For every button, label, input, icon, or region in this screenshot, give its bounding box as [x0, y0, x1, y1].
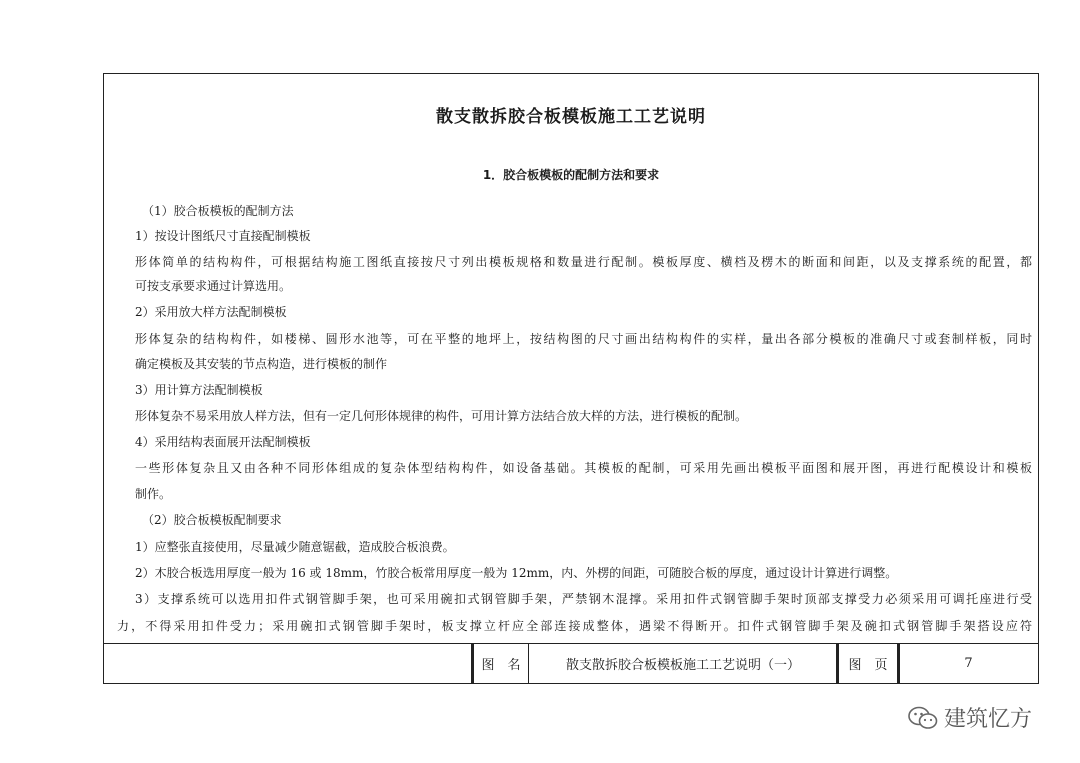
text-line: 力，不得采用扣件受力；采用碗扣式钢管脚手架时，板支撑立杆应全部连接成整体，遇梁不得断开。扣件式钢管脚手架及碗扣式钢管脚手架搭设应符 [117, 619, 1032, 633]
drawing-name: 散支散拆胶合板模板施工工艺说明（一） [565, 658, 800, 673]
text-line: 可按支承要求通过计算选用。 [135, 279, 292, 293]
text-line: 1）应整张直接使用，尽量减少随意锯截，造成胶合板浪费。 [135, 540, 455, 554]
text-line: 形体复杂的结构构件，如楼梯、圆形水池等，可在平整的地坪上，按结构图的尺寸画出结构构件的实样，量出各部分模板的准确尺寸或套制样板，同时 [135, 332, 1032, 346]
wechat-icon [908, 706, 938, 730]
watermark [908, 702, 1032, 733]
text-line: 3）用计算方法配制模板 [135, 383, 263, 397]
text-line: 3）支撑系统可以选用扣件式钢管脚手架，也可采用碗扣式钢管脚手架，严禁钢木混撑。采用扣件式钢管脚手架时顶部支撑受力必须采用可调托座进行受 [135, 592, 1032, 606]
section-heading: 1．胶合板模板的配制方法和要求 [482, 168, 660, 182]
sheet-content [104, 74, 1038, 645]
title-block [104, 643, 1038, 683]
text-line: 1）按设计图纸尺寸直接配制模板 [135, 229, 311, 243]
drawing-sheet [103, 73, 1039, 684]
text-line: 制作。 [135, 487, 172, 501]
page-title: 散支散拆胶合板模板施工工艺说明 [436, 107, 706, 127]
text-line: 一些形体复杂且又由各种不同形体组成的复杂体型结构构件，如设备基础。其模板的配制，可采用先画出模板平面图和展开图，再进行配模设计和模板 [135, 461, 1032, 475]
text-line: 形体复杂不易采用放人样方法，但有一定几何形体规律的构件，可用计算方法结合放大样的方法，进行模板的配制。 [135, 409, 748, 423]
text-line: 2）木胶合板选用厚度一般为 16 或 18mm，竹胶合板常用厚度一般为 12mm，内、外楞的间距，可随胶合板的厚度，通过设计计算进行调整。 [135, 566, 898, 580]
text-line: 2）采用放大样方法配制模板 [135, 305, 287, 319]
drawing-name-label: 图 名 [481, 658, 521, 673]
divider [528, 644, 529, 683]
page-number: 7 [964, 656, 973, 671]
watermark-text: 建筑忆方 [944, 707, 1033, 732]
page-label: 图 页 [848, 658, 888, 673]
text-line: 确定模板及其安装的节点构造，进行模板的制作 [135, 357, 388, 371]
text-line: 形体简单的结构构件，可根据结构施工图纸直接按尺寸列出模板规格和数量进行配制。模板厚度、横档及楞木的断面和间距，以及支撑系统的配置，都 [135, 255, 1032, 269]
text-line: （1）胶合板模板的配制方法 [142, 204, 294, 218]
text-line: 4）采用结构表面展开法配制模板 [135, 435, 311, 449]
text-line: （2）胶合板模板配制要求 [142, 513, 282, 527]
